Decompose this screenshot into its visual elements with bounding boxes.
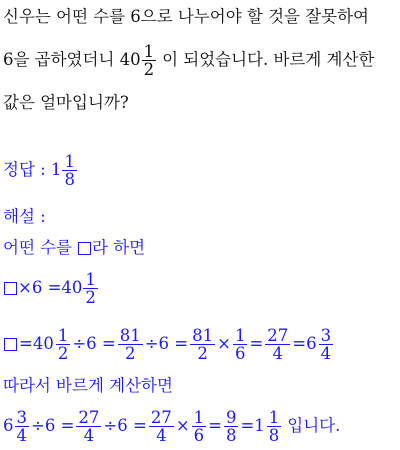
denominator: 8: [268, 425, 280, 445]
denominator: 2: [124, 343, 136, 363]
numerator: 1: [64, 151, 75, 171]
fraction: [190, 327, 215, 362]
question-line-2: [3, 38, 374, 82]
numerator: 1: [85, 269, 96, 289]
question-text-2b: 이 되었습니다. 바르게 계산한: [162, 50, 375, 69]
fraction: [83, 271, 98, 306]
denominator: 4: [320, 343, 332, 363]
denominator: 8: [225, 425, 237, 445]
denominator: 2: [143, 59, 155, 79]
denominator: 6: [193, 425, 205, 445]
numerator: 1: [268, 407, 280, 427]
explanation-text-1a: 어떤 수를: [3, 238, 73, 257]
numerator: 9: [225, 407, 237, 427]
explanation-line-2: [3, 266, 99, 310]
question-text-1: 신우는 어떤 수를 6으로 나누어야 할 것을 잘못하여: [3, 7, 369, 26]
denominator: 2: [57, 343, 69, 363]
denominator: 4: [272, 343, 284, 363]
explanation-line-5: [3, 404, 340, 448]
numerator: 81: [119, 325, 141, 345]
fraction: [267, 409, 282, 444]
equation-text: ×6 =40: [18, 278, 83, 297]
denominator: 8: [64, 169, 75, 189]
explanation-text-5-end: 입니다.: [287, 416, 341, 435]
question-text-3: 값은 얼마입니까?: [3, 93, 129, 112]
fraction: [192, 409, 207, 444]
denominator: 4: [83, 425, 95, 445]
answer-fraction: [62, 153, 77, 188]
numerator: 81: [192, 325, 214, 345]
denominator: 4: [16, 425, 27, 445]
operator: ×: [175, 416, 190, 435]
operator: =: [208, 416, 222, 435]
explanation-text-1b: 라 하면: [92, 238, 146, 257]
operator: =: [249, 334, 264, 353]
mixed-whole: 6: [3, 416, 14, 435]
numerator: 1: [57, 325, 69, 345]
explanation-line-1: [3, 234, 145, 262]
fraction: [15, 409, 30, 444]
question-text-2a: 6을 곱하였더니 40: [3, 50, 141, 69]
operator: ÷6 =: [144, 334, 189, 353]
blank-box-icon: [78, 242, 91, 255]
answer-line: [3, 148, 78, 192]
operator: =1: [240, 416, 265, 435]
fraction: [149, 409, 174, 444]
numerator: 3: [320, 325, 332, 345]
fraction: [233, 327, 248, 362]
fraction-one-half: [142, 43, 157, 78]
numerator: 3: [16, 407, 27, 427]
answer-label: 정답 : 1: [3, 160, 62, 179]
numerator: 1: [143, 41, 155, 61]
operator: ÷6 =: [31, 416, 75, 435]
explanation-label: 해설 :: [3, 207, 46, 226]
fraction: [319, 327, 334, 362]
fraction: [56, 327, 71, 362]
explanation-line-4: [3, 372, 173, 400]
numerator: 27: [78, 407, 100, 427]
operator: ×: [217, 334, 231, 353]
explanation-line-3: [3, 322, 334, 366]
numerator: 27: [150, 407, 172, 427]
fraction: [224, 409, 239, 444]
fraction: [265, 327, 290, 362]
operator: =6: [292, 334, 317, 353]
explanation-label-line: [3, 203, 46, 231]
question-line-3: [3, 88, 129, 118]
denominator: 4: [156, 425, 167, 445]
fraction: [118, 327, 143, 362]
denominator: 2: [197, 343, 208, 363]
operator: =40: [19, 334, 54, 353]
blank-box-icon: [4, 338, 17, 351]
numerator: 1: [193, 407, 205, 427]
blank-box-icon: [4, 282, 17, 295]
operator: ÷6 =: [103, 416, 147, 435]
question-line-1: [3, 0, 369, 34]
operator: ÷6 =: [72, 334, 116, 353]
numerator: 27: [267, 325, 289, 345]
fraction: [76, 409, 101, 444]
denominator: 6: [234, 343, 246, 363]
numerator: 1: [234, 325, 246, 345]
explanation-text-4: 따라서 바르게 계산하면: [3, 376, 173, 395]
denominator: 2: [85, 287, 96, 307]
